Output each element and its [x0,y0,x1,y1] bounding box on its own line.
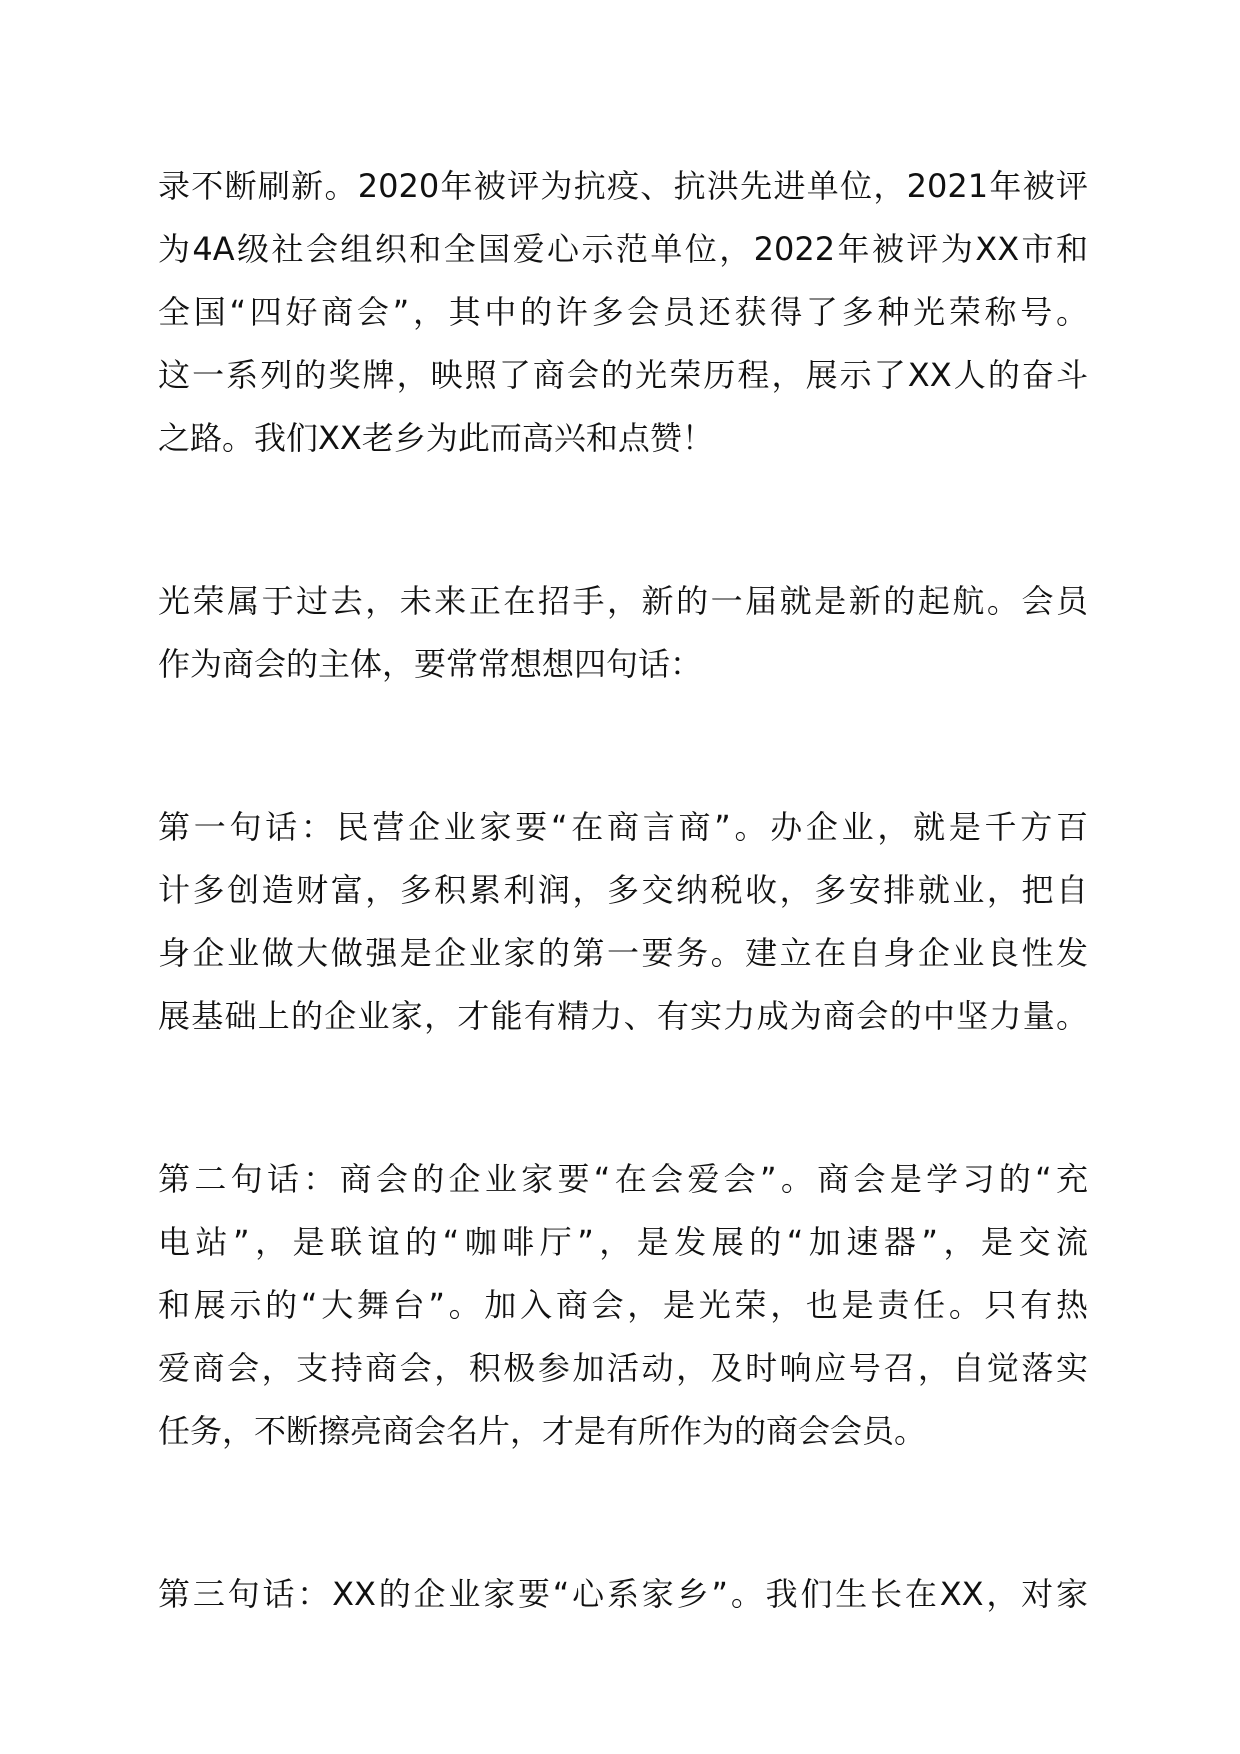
text-line: 光荣属于过去，未来正在招手，新的一届就是新的起航。会员 [158,582,1088,620]
text-line: 计多创造财富，多积累利润，多交纳税收，多安排就业，把自 [158,871,1088,909]
text-line: 第二句话：商会的企业家要“在会爱会”。商会是学习的“充 [158,1160,1088,1198]
text-line: 这一系列的奖牌，映照了商会的光荣历程，展示了XX人的奋斗 [158,356,1088,394]
text-line: 之路。我们XX老乡为此而高兴和点赞！ [158,419,714,457]
text-line: 爱商会，支持商会，积极参加活动，及时响应号召，自觉落实 [158,1349,1088,1387]
text-line: 身企业做大做强是企业家的第一要务。建立在自身企业良性发 [158,934,1088,972]
text-line: 第三句话：XX的企业家要“心系家乡”。我们生长在XX，对家 [158,1575,1088,1613]
text-line: 展基础上的企业家，才能有精力、有实力成为商会的中坚力量。 [158,997,1088,1035]
text-line: 任务，不断擦亮商会名片，才是有所作为的商会会员。 [158,1412,927,1450]
text-line: 电站”，是联谊的“咖啡厅”，是发展的“加速器”，是交流 [158,1223,1088,1261]
text-line: 全国“四好商会”，其中的许多会员还获得了多种光荣称号。 [158,293,1088,331]
text-line: 录不断刷新。2020年被评为抗疫、抗洪先进单位，2021年被评 [158,167,1088,205]
text-line: 和展示的“大舞台”。加入商会，是光荣，也是责任。只有热 [158,1286,1088,1324]
text-line: 第一句话：民营企业家要“在商言商”。办企业，就是千方百 [158,808,1088,846]
text-line: 作为商会的主体，要常常想想四句话： [158,645,703,683]
text-line: 为4A级社会组织和全国爱心示范单位，2022年被评为XX市和 [158,230,1088,268]
